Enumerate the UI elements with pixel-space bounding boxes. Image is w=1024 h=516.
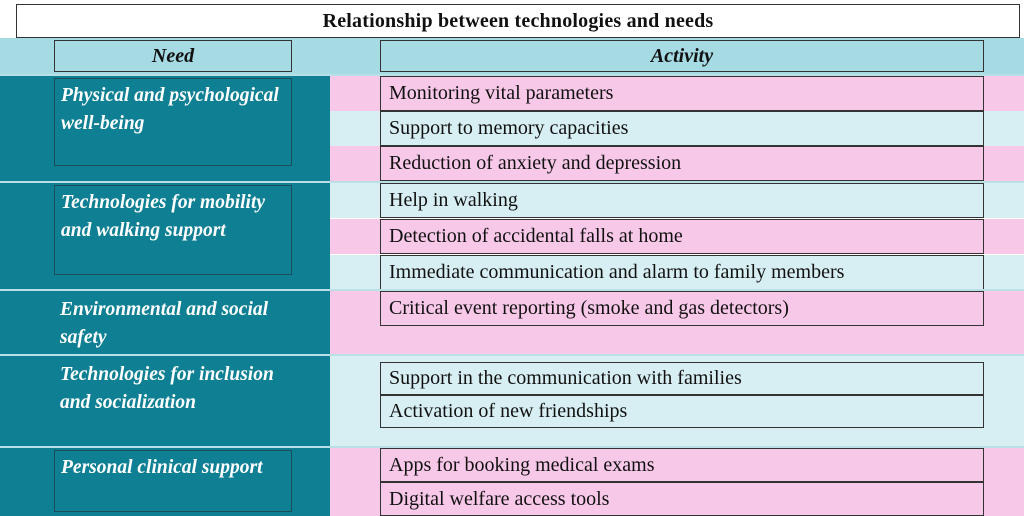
- table-row: [330, 255, 1024, 290]
- activity-cell: Detection of accidental falls at home: [380, 219, 984, 254]
- activity-cell: Immediate communication and alarm to family members: [380, 255, 984, 290]
- activity-column-header: Activity: [380, 40, 984, 72]
- need-group-inclusion: [0, 354, 1024, 446]
- activity-cell: Reduction of anxiety and depression: [380, 146, 984, 181]
- table-row: [330, 219, 1024, 254]
- activity-cell: Apps for booking medical exams: [380, 448, 984, 482]
- table-row: [330, 395, 1024, 428]
- need-group-safety: [0, 289, 1024, 354]
- activity-cell: Support to memory capacities: [380, 111, 984, 146]
- table-header-row: [0, 38, 1024, 74]
- activity-cell: Activation of new friendships: [380, 395, 984, 428]
- need-label: Technologies for mobility and walking support: [54, 185, 292, 275]
- need-label: Environmental and social safety: [60, 299, 269, 348]
- activity-cell: Critical event reporting (smoke and gas detectors): [380, 291, 984, 326]
- need-group-wellbeing: [0, 74, 1024, 181]
- need-label: Personal clinical support: [54, 450, 292, 512]
- table-row: [330, 291, 1024, 326]
- activity-cell: Support in the communication with families: [380, 362, 984, 395]
- needs-table: [0, 38, 1024, 516]
- need-label: Physical and psychological well-being: [54, 78, 292, 166]
- activity-cell: Help in walking: [380, 183, 984, 218]
- activity-cell: Monitoring vital parameters: [380, 76, 984, 111]
- need-column-header: Need: [54, 40, 292, 72]
- table-title: Relationship between technologies and needs: [16, 4, 1020, 38]
- need-label: Technologies for inclusion and socialization: [60, 364, 274, 413]
- need-group-mobility: [0, 181, 1024, 289]
- table-row: [330, 448, 1024, 482]
- table-row: [330, 183, 1024, 218]
- activity-cell: Digital welfare access tools: [380, 482, 984, 516]
- table-row: [330, 362, 1024, 395]
- table-row: [330, 111, 1024, 146]
- table-row: [330, 482, 1024, 516]
- need-group-clinical: [0, 446, 1024, 516]
- table-row: [330, 76, 1024, 111]
- table-row: [330, 146, 1024, 181]
